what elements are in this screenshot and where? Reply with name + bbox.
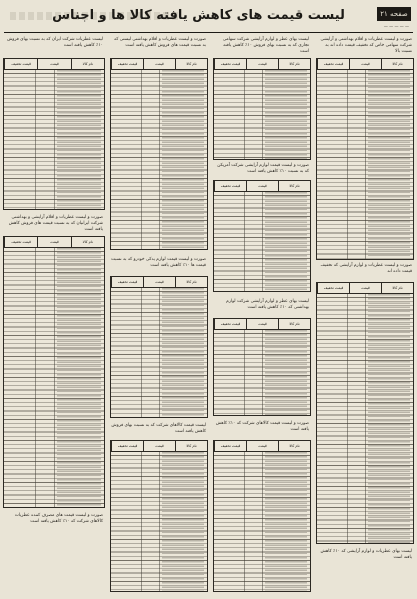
col2-table-top: نام کالا قیمت قیمت تخفیف [213,58,311,160]
col1-table-top: نام کالا قیمت قیمت تخفیف [316,58,414,260]
col3-table-bottom: نام کالا قیمت قیمت تخفیف [110,440,208,592]
col1-intro-mid: صورت و لیست عطریات و لوازم آرایشی که تخفیف قیمت داده اند [320,263,412,275]
col3-intro: صورت و لیست عطریات و اقلام بهداشتی لیستی که به نسبت قیمت های فروش کاهش یافته است [114,37,206,49]
col4-intro-low: صورت و لیست قیمت های مصرف کننده عطریات کالاهای شرکت که ۱۰٪ کاهش یافته است [14,513,103,525]
masthead-subline: — — — — — [383,24,409,29]
col4-table-top: نام کالا قیمت قیمت تخفیف [3,58,105,210]
col2-table-mid: نام کالا قیمت قیمت تخفیف [213,180,311,292]
col1-table-bottom: نام کالا قیمت قیمت تخفیف [316,282,414,544]
col3-intro-mid: صورت و لیست قیمت لوازم یدکی خودرو که به نسبت قیمت ها ۱۰٪ کاهش یافته است [111,257,206,269]
col3-table-top: نام کالا قیمت قیمت تخفیف [110,58,208,250]
col2-intro-bottom: صورت و لیست قیمت کالاهای شرکت که ۱۰٪ کاهش یافته است [215,421,309,433]
page-title: لیست قیمت های کاهش یافته کالا ها و اجناس [52,8,345,23]
col1-intro: صورت و لیست عطریات و اقلام بهداشتی و آرایشی شرکت سهامی خاص که تخفیف قیمت داده اند به نسبت بالا [320,37,412,55]
col4-table-mid: نام کالا قیمت قیمت تخفیف [3,236,105,508]
col1-intro-low: لیست بهای عطریات و لوازم آرایشی که ۱۰٪ کاهش یافته است [320,549,412,561]
col4-intro: لیست عطریات شرکت ایران که به نسبت بهای فروش ۱۰٪ کاهش یافته است [7,37,103,49]
col2-intro: لیست بهای عطر و لوازم آرایشی شرکت سهامی تجاری که به نسبت بهای فروش ۱۰٪ کاهش یافته است [222,37,309,55]
col2-intro-low: لیست بهای عطر و لوازم آرایشی شرکت لوازم بهداشتی که ۱۰٪ کاهش یافته است [226,299,309,311]
col3-table-mid: نام کالا قیمت قیمت تخفیف [110,276,208,418]
page-number-badge: صفحه ۲۱ [377,7,411,21]
col2-table-bottom: نام کالا قیمت قیمت تخفیف [213,440,311,592]
col4-intro-mid: صورت و لیست عطریات و اقلام آرایشی و بهداشتی شرکت ایرانیان که به نسبت قیمت های فروش کاهش یافته است [8,215,103,233]
masthead [4,2,413,33]
col2-intro-mid: صورت و لیست قیمت لوازم آرایشی شرکت آمریکن که به نسبت ۱۰٪ کاهش یافته است [217,163,309,175]
col2-table-low: نام کالا قیمت قیمت تخفیف [213,318,311,416]
col3-intro-low: لیست قیمت کالاهای شرکت که به نسبت بهای فروش کاهش یافته است [111,423,206,435]
